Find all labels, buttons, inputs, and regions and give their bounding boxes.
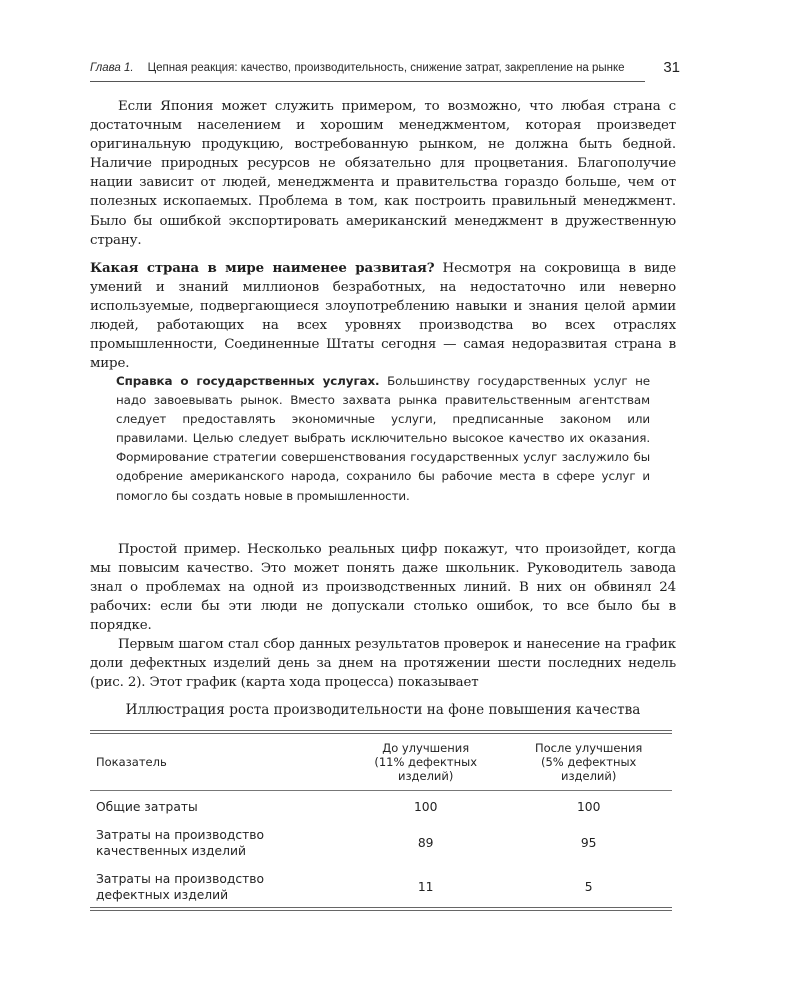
header-after-line-1: После улучшения	[535, 741, 643, 755]
row-label-line: дефектных изделий	[96, 888, 229, 902]
paragraph-3: Простой пример. Несколько реальных цифр покажут, что произойдет, когда мы повысим качество. Это может понять даже школьник. Руководитель завода знал о проблемах на одной из производственных линий. В них он обвинял 24 рабочих: если бы эти люди не допускали столько ошибок, то все было бы в порядке.	[90, 542, 676, 634]
header-before-line-1: До улучшения	[382, 741, 470, 755]
table-bottom-rule	[90, 907, 672, 911]
row-before-value: 89	[417, 836, 434, 850]
table-caption: Иллюстрация роста производительности на фоне повышения качества	[125, 702, 641, 718]
row-after-value: 95	[580, 836, 597, 850]
chapter-label: Глава 1.	[90, 62, 134, 74]
row-after-value: 100	[576, 800, 601, 814]
table-row	[90, 791, 672, 822]
row-label-line: качественных изделий	[96, 844, 246, 858]
row-before-value: 100	[413, 800, 438, 814]
row-after-value: 5	[584, 880, 593, 894]
paragraph-2-text: Несмотря на сокровища в виде умений и знаний миллионов безработных, на недостаточно или неверно используемые, подвергающиеся злоупотреблению навыки и знания целой армии людей, работающих на всех уровнях производства во всех отраслях промышленности, Соединенные Штаты сегодня — самая недоразвитая страна в мире.	[90, 261, 676, 372]
header-after-line-3: изделий)	[560, 769, 617, 783]
note-lead: Справка о государственных услугах.	[116, 374, 380, 388]
header-before-line-3: изделий)	[397, 769, 454, 783]
header-after-line-2: (5% дефектных	[540, 755, 637, 769]
table-header-row	[90, 734, 672, 791]
table-row	[90, 821, 672, 865]
row-label	[90, 865, 346, 907]
row-label-line: Затраты на производство	[96, 872, 265, 886]
paragraph-2	[90, 259, 676, 374]
note-text: Большинству государственных услуг не надо завоевывать рынок. Вместо захвата рынка правительственным агентствам следует предоставлять экономичные услуги, предписанные законом или правилами. Целью следует выбрать исключительно высокое качество их оказания. Формирование стратегии совершенствования государственных услуг заслужило бы одобрение американского народа, сохранило бы рабочие места в сфере услуг и помогло бы создать новые в промышленности.	[116, 374, 651, 503]
productivity-table	[90, 730, 672, 911]
row-label-line: Общие затраты	[96, 800, 198, 814]
row-label-line: Затраты на производство	[96, 828, 265, 842]
table-row	[90, 865, 672, 907]
government-services-note	[116, 372, 650, 506]
header-before-line-2: (11% дефектных	[374, 755, 478, 769]
row-label	[90, 791, 346, 822]
row-before-value: 11	[417, 880, 434, 894]
paragraph-2-lead: Какая страна в мире наименее развитая?	[90, 260, 435, 276]
running-header	[90, 59, 680, 82]
paragraph-1: Если Япония может служить примером, то возможно, что любая страна с достаточным населением и хорошим менеджментом, которая произведет оригинальную продукцию, востребованную рынком, не должна быть бедной. Наличие природных ресурсов не обязательно для процветания. Благополучие нации зависит от людей, менеджмента и правительства гораздо больше, чем от полезных ископаемых. Проблема в том, как построить правильный менеджмент. Было бы ошибкой экспортировать американский менеджмент в дружественную страну.	[90, 99, 676, 248]
row-label	[90, 821, 346, 865]
chapter-title: Цепная реакция: качество, производительность, снижение затрат, закрепление на рынке	[147, 62, 625, 74]
page-number: 31	[663, 59, 680, 76]
paragraph-4: Первым шагом стал сбор данных результатов проверок и нанесение на график доли дефектных изделий день за днем на протяжении шести последних недель (рис. 2). Этот график (карта хода процесса) показывает	[90, 637, 676, 691]
header-before	[346, 734, 505, 791]
header-rule	[90, 81, 645, 82]
header-indicator: Показатель	[96, 755, 167, 769]
header-after	[505, 734, 672, 791]
